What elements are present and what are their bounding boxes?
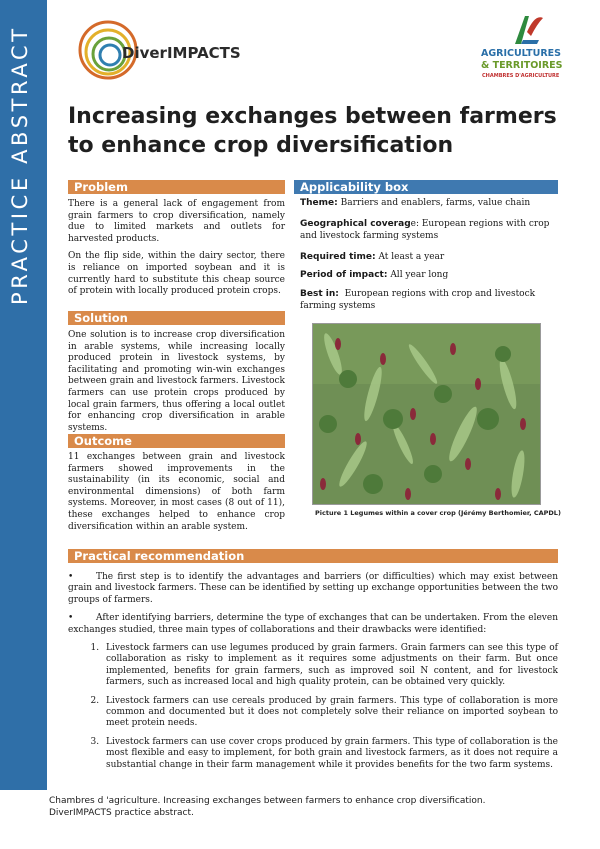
recommendation-heading: Practical recommendation: [68, 549, 558, 563]
theme-value: Barriers and enablers, farms, value chain: [340, 198, 531, 208]
period-value: All year long: [390, 270, 449, 280]
bullet-1-text: The first step is to identify the advantages and barriers (or difficulties) which may exist between grain and livestock farmers. These can be identified by setting up exchange opportunities between the two groups of farmers.: [68, 572, 558, 605]
diverimpacts-wordmark: DiverIMPACTS: [122, 44, 241, 62]
chambres-emblem-icon: [507, 10, 547, 46]
chambres-line1: AGRICULTURES: [481, 48, 562, 59]
footer-citation: [49, 795, 569, 819]
outcome-text: 11 exchanges between grain and livestock farmers showed improvements in the sustainability (in its economic, social and environmental dimensions) of both farm systems. Moreover, in most cases (8 out of 11), these exchanges helped to enhance crop diversification within an arable system.: [68, 452, 285, 532]
chambres-agriculture-logo: [479, 10, 577, 80]
period-label: Period of impact:: [300, 270, 388, 280]
best-label: Best in:: [300, 289, 339, 299]
problem-paragraph-2: On the flip side, within the dairy sector, there is reliance on imported soybean and it is currently hard to substitute this cheap source of protein with locally produced protein crops.: [68, 251, 285, 297]
recommendation-body: [68, 572, 558, 778]
bullet-icon: •: [68, 572, 74, 582]
legumes-photo: [312, 323, 541, 505]
theme-label: Theme:: [300, 198, 338, 208]
chambres-line3: CHAMBRES D'AGRICULTURE: [482, 73, 560, 79]
sidebar-label: [8, 25, 38, 335]
applicability-best: [300, 289, 558, 312]
applicability-heading: Applicability box: [294, 180, 558, 194]
chambres-line2: & TERRITOIRES: [481, 60, 563, 71]
geo-label: Geographical coverag: [300, 219, 411, 229]
recommendation-bullet-1: [68, 572, 558, 606]
cover-crop-image: [313, 324, 540, 504]
geo-value: e: European regions with crop and livestock farming systems: [300, 219, 550, 241]
applicability-time: [300, 252, 558, 264]
collaboration-types-list: [68, 643, 558, 771]
diverimpacts-logo: [78, 14, 241, 86]
outcome-heading: Outcome: [68, 434, 285, 448]
applicability-theme: [300, 198, 558, 210]
bullet-icon: •: [68, 613, 74, 624]
page-title: Increasing exchanges between farmers to enhance crop diversification: [68, 104, 557, 158]
applicability-period: [300, 270, 558, 282]
recommendation-bullet-2: [68, 613, 558, 636]
bullet-2-text: After identifying barriers, determine the type of exchanges that can be undertaken. From the eleven exchanges studied, three main types of collaborations and their drawbacks were identified:: [68, 613, 558, 635]
list-item: 2. Livestock farmers can use cereals produced by grain farmers. This type of collaboration is more common and documented but it does not completely solve their reliance on imported soybean to meet protein needs.: [102, 696, 558, 730]
solution-heading: Solution: [68, 311, 285, 325]
sidebar-label-text: PRACTICE ABSTRACT: [8, 25, 32, 305]
problem-paragraph-1: There is a general lack of engagement from grain farmers to crop diversification, namely due to limited markets and outlets for harvested products.: [68, 199, 285, 244]
list-item: 1. Livestock farmers can use legumes produced by grain farmers. Grain farmers can see this type of collaboration as risky to implement as it requires some adjustments on their farm. But once implemented, benefits for grain farmers, such as improved soil N content, and for livestock farmers, such as increased local and high quality protein, can be obtained very quickly.: [102, 643, 558, 689]
solution-text: One solution is to increase crop diversification in arable systems, while increasing locally produced protein in livestock systems, by facilitating and promoting win-win exchanges between grain and livestock farmers. Livestock farmers can use protein crops produced by local grain farmers, thus offering a local outlet for enhancing crop diversification in arable systems.: [68, 330, 285, 433]
footer-line-1: Chambres d 'agriculture. Increasing exchanges between farmers to enhance crop diversification.: [49, 796, 486, 806]
best-value: European regions with crop and livestock farming systems: [300, 289, 536, 311]
problem-heading: Problem: [68, 180, 285, 194]
list-item: 3. Livestock farmers can use cover crops produced by grain farmers. This type of collaboration is the most flexible and easy to implement, for both grain and livestock farmers, as it does not require a substantial change in their farm management while it provides benefits for the two farm systems.: [102, 737, 558, 771]
time-value: At least a year: [378, 252, 445, 262]
problem-text: [68, 199, 285, 304]
photo-caption: Picture 1 Legumes within a cover crop (Jérémy Berthomier, CAPDL): [315, 509, 561, 517]
footer-line-2: DiverIMPACTS practice abstract.: [49, 808, 194, 818]
time-label: Required time:: [300, 252, 376, 262]
applicability-geo: [300, 219, 558, 242]
